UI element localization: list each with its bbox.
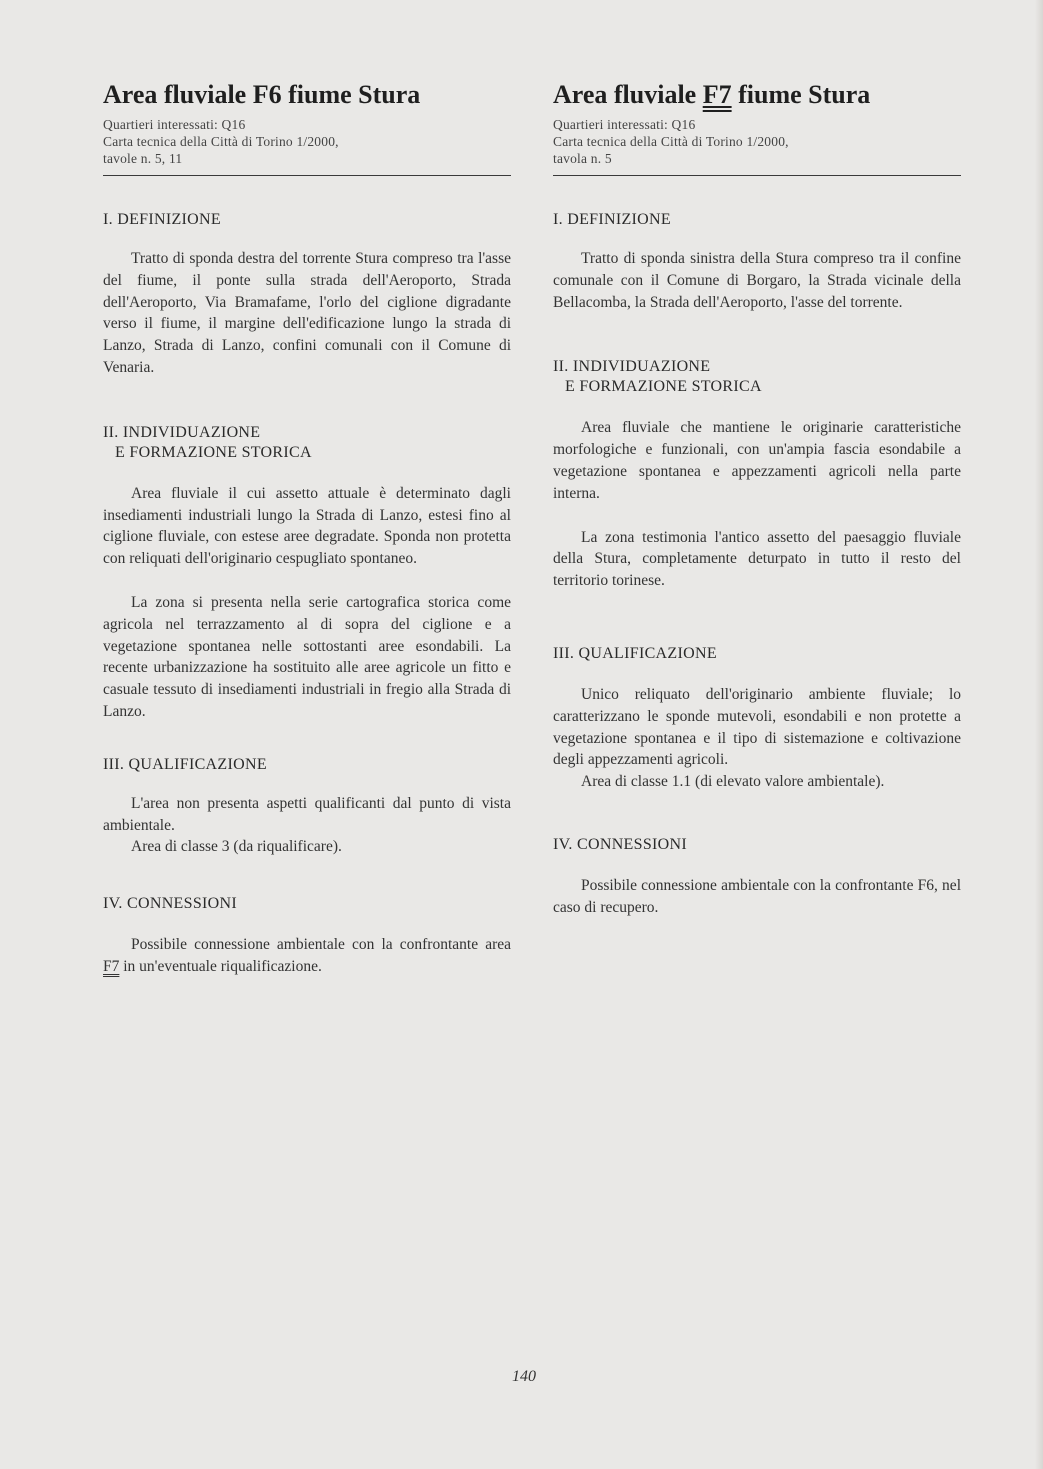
link-area-f7[interactable]: F7: [103, 957, 120, 975]
right-qualificazione-text-2: Area di classe 1.1 (di elevato valore ambientale).: [581, 773, 885, 791]
right-column: [553, 78, 961, 919]
right-meta-line: tavola n. 5: [553, 151, 612, 166]
left-meta-line: Quartieri interessati: Q16: [103, 117, 246, 132]
left-meta-line: tavole n. 5, 11: [103, 151, 183, 166]
left-definizione-text: Tratto di sponda destra del torrente Stura compreso tra l'asse del fiume, il ponte sulla strada dell'Aeroporto, Strada dell'Aeroporto, Via Bramafame, l'orlo del ciglione digradante verso il fiume, il margine dell'edificazione lungo la strada di Lanzo, Strada di Lanzo, confini comunali con il Comune di Venaria.: [103, 250, 511, 376]
left-qualificazione-text-2: Area di classe 3 (da riqualificare).: [131, 838, 342, 856]
right-heading-individuazione-line1: II. INDIVIDUAZIONE: [553, 358, 711, 376]
left-meta-line: Carta tecnica della Città di Torino 1/2000,: [103, 134, 339, 149]
right-heading-individuazione-line2: E FORMAZIONE STORICA: [565, 378, 762, 396]
left-connessioni-text: [103, 934, 511, 978]
right-title: [553, 78, 961, 112]
right-title-b: fiume Stura: [731, 80, 871, 109]
left-individuazione-text-2: La zona si presenta nella serie cartografica storica come agricola nel terrazzamento al di sopra del ciglione e a vegetazione spontanea nelle sottostanti aree esondabili. La recente urbanizzazione ha sostituito alle aree agricole un fitto e casuale tessuto di insediamenti industriali in fregio alla Strada di Lanzo.: [103, 593, 511, 720]
left-title: Area fluviale F6 fiume Stura: [103, 80, 421, 109]
left-column: [103, 78, 511, 978]
left-heading-qualificazione: III. QUALIFICAZIONE: [103, 755, 267, 773]
left-meta: [103, 116, 511, 167]
left-connessioni-text-a: Possibile connessione ambientale con la confrontante area: [131, 936, 511, 954]
right-title-code: F7: [702, 80, 732, 109]
left-connessioni-text-b: in un'eventuale riqualificazione.: [119, 957, 322, 975]
right-heading-qualificazione: III. QUALIFICAZIONE: [553, 644, 717, 662]
right-heading-definizione: I. DEFINIZIONE: [553, 211, 671, 228]
right-heading-individuazione: [553, 357, 961, 397]
page-edge-shadow: [1035, 0, 1043, 1469]
left-heading-individuazione-line1: II. INDIVIDUAZIONE: [103, 423, 261, 441]
right-heading-connessioni: IV. CONNESSIONI: [553, 835, 687, 853]
left-heading-definizione: I. DEFINIZIONE: [103, 211, 221, 228]
right-meta-line: Carta tecnica della Città di Torino 1/2000,: [553, 134, 789, 149]
right-meta: [553, 116, 961, 167]
right-meta-line: Quartieri interessati: Q16: [553, 117, 696, 132]
right-qualificazione-text-1: Unico reliquato dell'originario ambiente fluviale; lo caratterizzano le sponde mutevoli, esondabili e non protette a vegetazione spontanea e il tipo di sistemazione e coltivazione degli appezzamenti agricoli.: [553, 685, 961, 769]
right-individuazione-text-1: Area fluviale che mantiene le originarie caratteristiche morfologiche e funzionali, con un'ampia fascia esondabile a vegetazione spontanea e appezzamenti agricoli nella parte interna.: [553, 419, 961, 502]
left-qualificazione-text-1: L'area non presenta aspetti qualificanti dal punto di vista ambientale.: [103, 794, 511, 834]
left-heading-individuazione-line2: E FORMAZIONE STORICA: [115, 443, 312, 461]
right-connessioni-text: Possibile connessione ambientale con la confrontante F6, nel caso di recupero.: [553, 876, 961, 916]
left-individuazione-text-1: Area fluviale il cui assetto attuale è determinato dagli insediamenti industriali lungo la Strada di Lanzo, estesi fino al ciglione fluviale, con estese aree degradate. Sponda non protetta con reliquati dell'originario cespugliato spontaneo.: [103, 484, 511, 568]
left-divider: [103, 175, 511, 176]
right-divider: [553, 175, 961, 176]
right-individuazione-text-2: La zona testimonia l'antico assetto del paesaggio fluviale della Stura, completamente deturpato in tutto il resto del territorio torinese.: [553, 528, 961, 590]
left-heading-connessioni: IV. CONNESSIONI: [103, 895, 237, 913]
right-definizione-text: Tratto di sponda sinistra della Stura compreso tra il confine comunale con il Comune di Borgaro, la Strada vicinale della Bellacomba, la Strada dell'Aeroporto, l'asse del torrente.: [553, 250, 961, 311]
right-title-a: Area fluviale: [553, 80, 703, 109]
left-heading-individuazione: [103, 423, 511, 463]
page-number: 140: [512, 1368, 536, 1385]
